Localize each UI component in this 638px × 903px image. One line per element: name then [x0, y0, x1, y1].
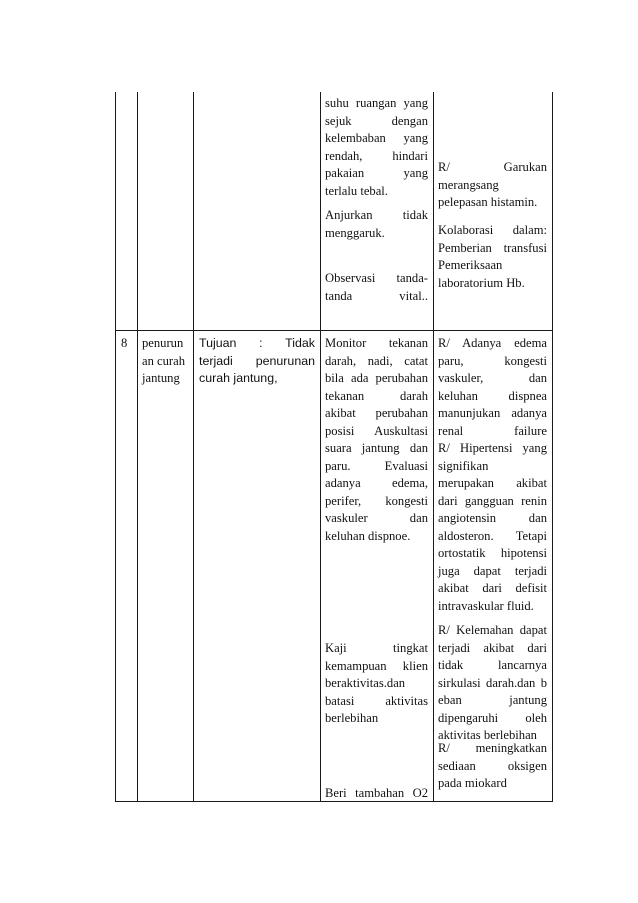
- text-line: terjadi akibat dari: [438, 640, 547, 655]
- text-line: terlalu tebal.: [325, 183, 388, 198]
- text-line: darah, nadi, catat: [325, 353, 428, 368]
- table-col-rule-1: [137, 92, 138, 802]
- text-line: bila ada perubahan: [325, 371, 428, 385]
- text-line: Anjurkan tidak: [325, 208, 428, 222]
- table-col-rule-4: [433, 92, 434, 802]
- text-line: terjadi penurunan: [199, 353, 315, 368]
- text-line: merupakan akibat: [438, 476, 547, 490]
- rationale-para-3: [438, 740, 547, 793]
- prev-rationale-para-2: [438, 222, 547, 292]
- prev-rationale-para-1: [438, 159, 547, 212]
- text-line: manunjukan adanya: [438, 406, 547, 420]
- text-line: perifer, kongesti: [325, 493, 428, 508]
- text-line: Beri tambahan O2: [325, 786, 428, 800]
- table-border-right: [552, 92, 553, 802]
- table-col-rule-2: [193, 92, 194, 802]
- rationale-para-2: [438, 622, 547, 745]
- text-line: tanda vital..: [325, 288, 428, 303]
- text-line: akibat perubahan: [325, 406, 428, 420]
- text-line: Tujuan : Tidak: [199, 336, 315, 350]
- text-line: vaskuler dan: [325, 511, 428, 525]
- goal-cell: [199, 335, 315, 388]
- text-line: aldosteron. Tetapi: [438, 528, 547, 543]
- text-line: curah jantung,: [199, 371, 278, 385]
- prev-row-implementation-cell: [325, 95, 428, 200]
- text-line: kemampuan klien: [325, 658, 428, 673]
- text-line: Pemberian transfusi: [438, 240, 547, 255]
- text-line: tekanan darah: [325, 388, 428, 403]
- text-line: rendah, hindari: [325, 148, 428, 163]
- text-line: Kaji tingkat: [325, 641, 428, 655]
- text-line: kelembaban yang: [325, 131, 428, 145]
- text-line: keluhan dispnea: [438, 388, 547, 403]
- table-row-separator: [115, 330, 553, 331]
- text-line: R/ meningkatkan: [438, 741, 547, 755]
- text-line: dipengaruhi oleh: [438, 710, 547, 725]
- text-line: signifikan: [438, 458, 489, 473]
- text-line: vaskuler, dan: [438, 371, 547, 385]
- prev-implementation-para-3: [325, 270, 428, 305]
- text-line: R/ Garukan: [438, 160, 547, 174]
- text-line: dari gangguan renin: [438, 493, 547, 508]
- text-line: merangsang: [438, 177, 499, 192]
- text-line: berlebihan: [325, 711, 379, 725]
- text-line: eban jantung: [438, 693, 547, 707]
- prev-implementation-para-1: [325, 95, 428, 200]
- implementation-para-3: [325, 785, 428, 803]
- text-line: laboratorium Hb.: [438, 275, 525, 290]
- text-line: beraktivitas.dan: [325, 676, 406, 690]
- text-line: jantung: [142, 371, 180, 385]
- text-line: R/ Kelemahan dapat: [438, 623, 547, 637]
- table-col-rule-3: [320, 92, 321, 802]
- text-line: intravaskular fluid.: [438, 598, 534, 613]
- text-line: tidak lancarnya: [438, 658, 547, 672]
- text-line: pakaian yang: [325, 166, 428, 180]
- text-line: paru, kongesti: [438, 353, 547, 368]
- text-line: Monitor tekanan: [325, 336, 428, 350]
- text-line: an curah: [142, 353, 186, 368]
- text-line: ortostatik hipotensi: [438, 546, 547, 560]
- text-line: aktivitas berlebihan: [438, 728, 537, 742]
- text-line: R/ Hipertensi yang: [438, 441, 547, 455]
- diagnosis-cell: [142, 335, 190, 388]
- implementation-para-2: [325, 640, 428, 728]
- text-line: R/ Adanya edema: [438, 336, 547, 350]
- text-line: sediaan oksigen: [438, 758, 547, 773]
- rationale-para-1: [438, 335, 547, 615]
- text-line: batasi aktivitas: [325, 693, 428, 708]
- text-line: menggaruk.: [325, 225, 385, 240]
- text-line: angiotensin dan: [438, 511, 547, 525]
- text-line: Pemeriksaan: [438, 258, 503, 272]
- text-line: pada miokard: [438, 776, 507, 790]
- text-line: juga dapat terjadi: [438, 563, 547, 578]
- text-line: Kolaborasi dalam:: [438, 223, 547, 237]
- text-line: suara jantung dan: [325, 441, 428, 455]
- text-line: sejuk dengan: [325, 113, 428, 128]
- text-line: pelepasan histamin.: [438, 195, 538, 209]
- text-line: sirkulasi darah.dan b: [438, 675, 547, 690]
- text-line: keluhan dispnoe.: [325, 528, 411, 543]
- text-line: posisi Auskultasi: [325, 423, 428, 438]
- text-line: akibat dari defisit: [438, 581, 547, 595]
- implementation-para-1: [325, 335, 428, 545]
- table-border-left: [115, 92, 116, 802]
- row-number: 8: [121, 336, 128, 350]
- text-line: penurun: [142, 336, 184, 350]
- text-line: renal failure: [438, 423, 547, 438]
- prev-implementation-para-2: [325, 207, 428, 242]
- text-line: suhu ruangan yang: [325, 96, 428, 110]
- text-line: paru. Evaluasi: [325, 458, 428, 473]
- text-line: Observasi tanda-: [325, 271, 428, 285]
- text-line: adanya edema,: [325, 476, 428, 490]
